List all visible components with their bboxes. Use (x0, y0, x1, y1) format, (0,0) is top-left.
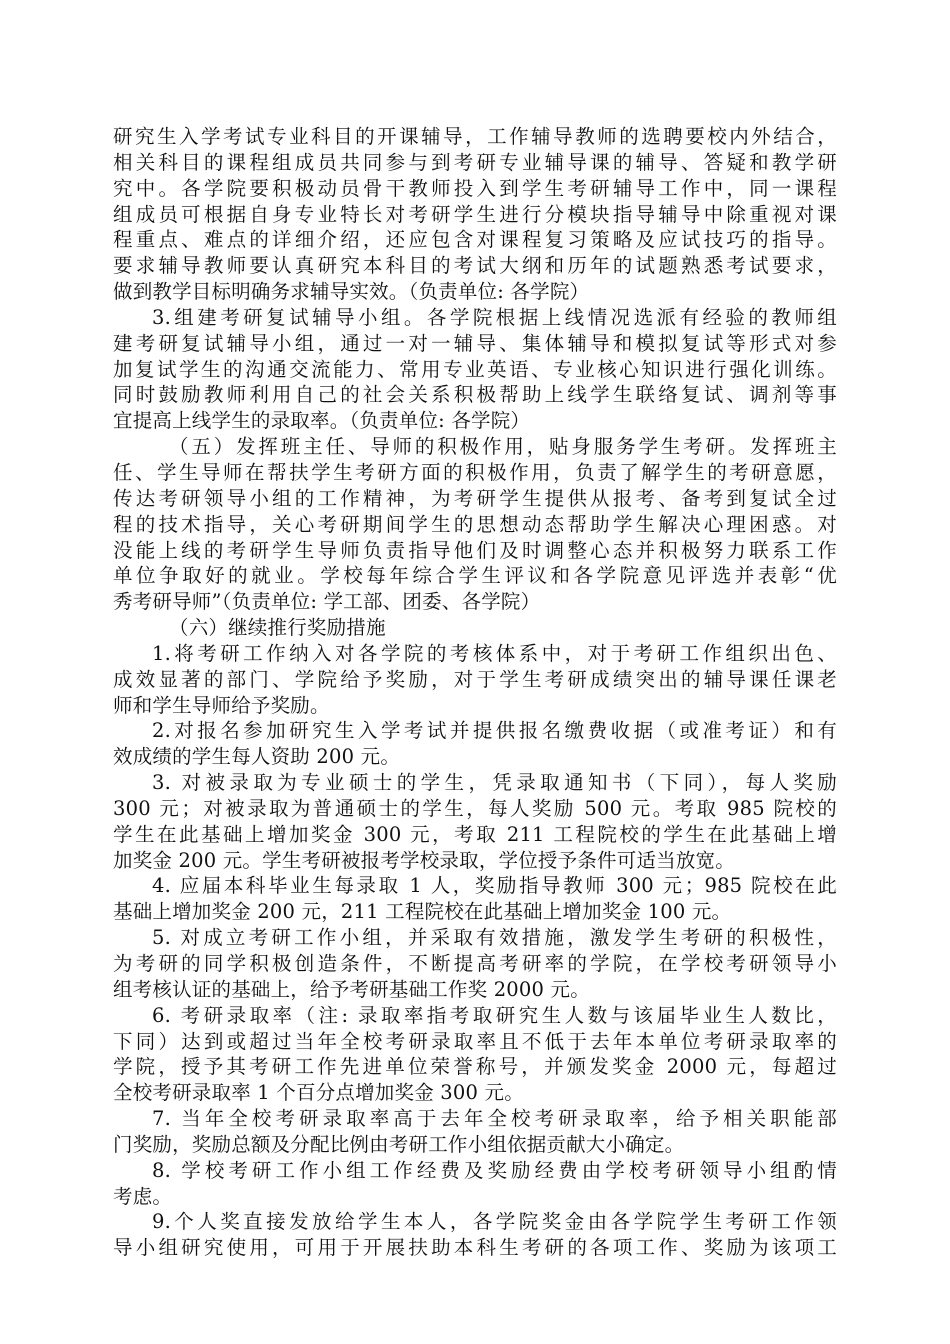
text-line: 加复试学生的沟通交流能力、常用专业英语、专业核心知识进行强化训练。 (113, 357, 837, 381)
paragraph-start-line: 1.将考研工作纳入对各学院的考核体系中，对于考研工作组织出色、 (152, 641, 837, 665)
paragraph-start-line: 3.组建考研复试辅导小组。各学院根据上线情况选派有经验的教师组 (152, 305, 837, 329)
text-line: 宜提高上线学生的录取率。（负责单位: 各学院） (113, 409, 531, 433)
paragraph-start-line: 7. 当年全校考研录取率高于去年全校考研录取率，给予相关职能部 (152, 1107, 837, 1131)
text-line: 要求辅导教师要认真研究本科目的考试大纲和历年的试题熟悉考试要求， (113, 254, 837, 278)
text-line: 同时鼓励教师利用自己的社会关系积极帮助上线学生联络复试、调剂等事 (113, 383, 837, 407)
paragraph-start-line: 9.个人奖直接发放给学生本人，各学院奖金由各学院学生考研工作领 (152, 1210, 837, 1234)
text-line: 做到教学目标明确务求辅导实效。（负责单位: 各学院） (113, 280, 590, 304)
text-line: 学生在此基础上增加奖金 300 元，考取 211 工程院校的学生在此基础上增 (113, 822, 837, 846)
text-line: 研究生入学考试专业科目的开课辅导，工作辅导教师的选聘要校内外结合， (113, 125, 837, 148)
text-line: 师和学生导师给予奖励。 (113, 693, 330, 717)
paragraph-start-line: 4. 应届本科毕业生每录取 1 人，奖励指导教师 300 元；985 院校在此 (152, 874, 837, 898)
section-heading-line: （五）发挥班主任、导师的积极作用，贴身服务学生考研。发挥班主 (169, 435, 837, 459)
text-line: 相关科目的课程组成员共同参与到考研专业辅导课的辅导、答疑和教学研 (113, 150, 837, 174)
paragraph-start-line: 2.对报名参加研究生入学考试并提供报名缴费收据（或准考证）和有 (152, 719, 837, 743)
text-line: 门奖励，奖励总额及分配比例由考研工作小组依据贡献大小确定。 (113, 1132, 685, 1156)
text-line: 全校考研录取率 1 个百分点增加奖金 300 元。 (113, 1081, 524, 1105)
paragraph-start-line: 6. 考研录取率（注: 录取率指考取研究生人数与该届毕业生人数比， (152, 1003, 837, 1027)
text-line: 成效显著的部门、学院给予奖励，对于学生考研成绩突出的辅导课任课老 (113, 667, 837, 691)
text-line: 学院，授予其考研工作先进单位荣誉称号，并颁发奖金 2000 元，每超过 (113, 1055, 837, 1079)
document-body (113, 124, 837, 1261)
paragraph-start-line: 8. 学校考研工作小组工作经费及奖励经费由学校考研领导小组酌情 (152, 1158, 837, 1182)
section-heading-line: （六）继续推行奖励措施 (169, 616, 386, 640)
text-line: 建考研复试辅导小组，通过一对一辅导、集体辅导和模拟复试等形式对参 (113, 331, 837, 355)
text-line: 下同）达到或超过当年全校考研录取率且不低于去年本单位考研录取率的 (113, 1029, 837, 1053)
text-line: 没能上线的考研学生导师负责指导他们及时调整心态并积极努力联系工作 (113, 538, 837, 562)
text-line: 任、学生导师在帮扶学生考研方面的积极作用，负责了解学生的考研意愿， (113, 460, 837, 484)
text-line: 加奖金 200 元。学生考研被报考学校录取，学位授予条件可适当放宽。 (113, 848, 735, 872)
text-line: 究中。各学院要积极动员骨干教师投入到学生考研辅导工作中，同一课程 (113, 176, 837, 200)
text-line: 程重点、难点的详细介绍，还应包含对课程复习策略及应试技巧的指导。 (113, 228, 837, 252)
text-line: 程的技术指导，关心考研期间学生的思想动态帮助学生解决心理困惑。对 (113, 512, 837, 536)
paragraph-start-line: 3. 对被录取为专业硕士的学生，凭录取通知书（下同），每人奖励 (152, 771, 837, 795)
text-line: 组成员可根据自身专业特长对考研学生进行分模块指导辅导中除重视对课 (113, 202, 837, 226)
paragraph-start-line: 5. 对成立考研工作小组，并采取有效措施，激发学生考研的积极性， (152, 926, 837, 950)
text-line: 传达考研领导小组的工作精神，为考研学生提供从报考、备考到复试全过 (113, 486, 837, 510)
text-line: 导小组研究使用，可用于开展扶助本科生考研的各项工作、奖励为该项工 (113, 1236, 837, 1260)
text-line: 考虑。 (113, 1184, 173, 1208)
text-line: 基础上增加奖金 200 元，211 工程院校在此基础上增加奖金 100 元。 (113, 900, 732, 924)
text-line: 组考核认证的基础上，给予考研基础工作奖 2000 元。 (113, 977, 590, 1001)
text-line: 单位争取好的就业。学校每年综合学生评议和各学院意见评选并表彰“优 (113, 564, 837, 588)
text-line: 为考研的同学积极创造条件，不断提高考研率的学院，在学校考研领导小 (113, 952, 837, 975)
text-line: 效成绩的学生每人资助 200 元。 (113, 745, 401, 769)
text-line: 秀考研导师”（负责单位: 学工部、团委、各学院） (113, 590, 541, 614)
text-line: 300 元；对被录取为普通硕士的学生，每人奖励 500 元。考取 985 院校的 (113, 796, 837, 820)
